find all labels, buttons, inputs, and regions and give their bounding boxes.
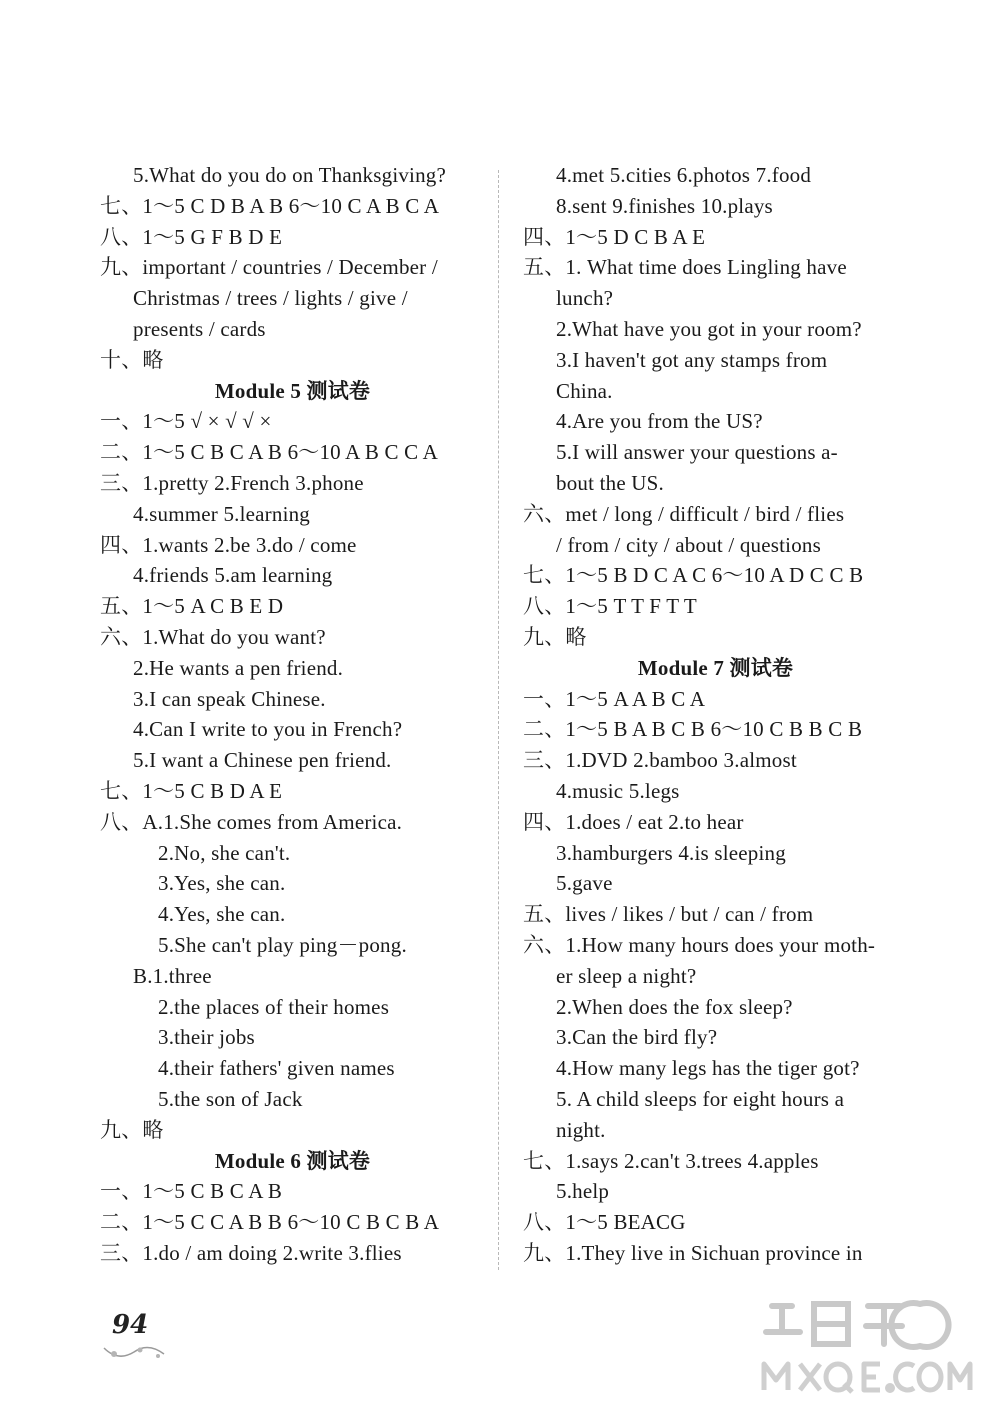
answer-line: 4.Are you from the US? bbox=[556, 409, 763, 434]
answer-line: er sleep a night? bbox=[556, 963, 697, 988]
answer-line: 4.their fathers' given names bbox=[158, 1056, 395, 1081]
answer-line: 5.I want a Chinese pen friend. bbox=[133, 748, 392, 773]
answer-line: 5.gave bbox=[556, 871, 613, 896]
answer-line: 2.No, she can't. bbox=[158, 840, 291, 865]
answer-line: 五、lives / likes / but / can / from bbox=[523, 902, 814, 927]
answer-line: 七、1～5 C B D A E bbox=[100, 778, 283, 803]
answer-line: Christmas / trees / lights / give / bbox=[133, 286, 408, 311]
answer-line: 八、1～5 T T F T T bbox=[523, 594, 697, 619]
answer-line: 一、1～5 C B C A B bbox=[100, 1179, 283, 1204]
answer-line: 4.music 5.legs bbox=[556, 778, 680, 803]
answer-line: 4.summer 5.learning bbox=[133, 501, 311, 526]
answer-line: 2.What have you got in your room? bbox=[556, 316, 862, 341]
answer-line: 5.She can't play ping－pong. bbox=[158, 932, 407, 957]
module-heading: Module 7 测试卷 bbox=[637, 655, 794, 680]
answer-line: 5.help bbox=[556, 1179, 610, 1204]
answer-line: 8.sent 9.finishes 10.plays bbox=[556, 193, 773, 218]
answer-line: lunch? bbox=[556, 286, 614, 311]
answer-line: 六、met / long / difficult / bird / flies bbox=[523, 501, 845, 526]
answer-line: / from / city / about / questions bbox=[556, 532, 821, 557]
answer-line: 3.their jobs bbox=[158, 1025, 255, 1050]
answer-line: 八、1～5 G F B D E bbox=[100, 224, 283, 249]
answer-line: 九、略 bbox=[523, 624, 587, 649]
answer-line: 三、1.DVD 2.bamboo 3.almost bbox=[523, 748, 797, 773]
answer-line: 5.I will answer your questions a- bbox=[556, 440, 838, 465]
answer-line: 三、1.pretty 2.French 3.phone bbox=[100, 470, 364, 495]
answer-line: 二、1～5 B A B C B 6～10 C B B C B bbox=[523, 717, 863, 742]
left-answer-column bbox=[100, 160, 485, 1269]
answer-line: 5.What do you do on Thanksgiving? bbox=[133, 163, 447, 187]
right-answer-column bbox=[523, 160, 908, 1269]
answer-line: 4.Yes, she can. bbox=[158, 902, 286, 927]
answer-line: 六、1.What do you want? bbox=[100, 624, 326, 649]
answer-line: night. bbox=[556, 1117, 606, 1142]
answer-line: 二、1～5 C C A B B 6～10 C B C B A bbox=[100, 1210, 440, 1235]
answer-line: 三、1.do / am doing 2.write 3.flies bbox=[100, 1240, 402, 1265]
answer-line: 八、1～5 BEACG bbox=[523, 1210, 686, 1235]
answer-line: 2.the places of their homes bbox=[158, 994, 390, 1019]
module-heading: Module 5 测试卷 bbox=[214, 378, 371, 403]
column-divider bbox=[498, 170, 499, 1270]
answer-line: 一、1～5 √ × √ √ × bbox=[100, 409, 272, 434]
answer-line: 3.Yes, she can. bbox=[158, 871, 286, 896]
answer-line: 4.met 5.cities 6.photos 7.food bbox=[556, 163, 812, 187]
answer-line: 4.How many legs has the tiger got? bbox=[556, 1056, 860, 1081]
answer-line: 3.I haven't got any stamps from bbox=[556, 347, 828, 372]
answer-line: 九、important / countries / December / bbox=[100, 255, 438, 280]
answer-line: 九、1.They live in Sichuan province in bbox=[523, 1240, 863, 1265]
answer-line: 二、1～5 C B C A B 6～10 A B C C A bbox=[100, 440, 439, 465]
answer-line: bout the US. bbox=[556, 470, 664, 495]
answer-line: 九、略 bbox=[100, 1117, 164, 1142]
answer-line: B.1.three bbox=[133, 963, 212, 988]
answer-line: 七、1～5 C D B A B 6～10 C A B C A bbox=[100, 193, 440, 218]
answer-line: 十、略 bbox=[100, 347, 164, 372]
answer-line: 五、1～5 A C B E D bbox=[100, 594, 284, 619]
answer-line: China. bbox=[556, 378, 613, 403]
answer-line: 5.the son of Jack bbox=[158, 1086, 303, 1111]
answer-line: presents / cards bbox=[133, 316, 266, 341]
answer-line: 3.I can speak Chinese. bbox=[133, 686, 326, 711]
watermark-logo bbox=[750, 1292, 980, 1402]
answer-line: 4.friends 5.am learning bbox=[133, 563, 333, 588]
answer-line: 2.He wants a pen friend. bbox=[133, 655, 344, 680]
answer-line: 四、1～5 D C B A E bbox=[523, 224, 706, 249]
answer-line: 七、1.says 2.can't 3.trees 4.apples bbox=[523, 1148, 819, 1173]
answer-line: 3.hamburgers 4.is sleeping bbox=[556, 840, 786, 865]
answer-line: 六、1.How many hours does your moth- bbox=[523, 932, 876, 957]
answer-line: 2.When does the fox sleep? bbox=[556, 994, 793, 1019]
answer-line: 3.Can the bird fly? bbox=[556, 1025, 718, 1050]
answer-line: 四、1.does / eat 2.to hear bbox=[523, 809, 744, 834]
answer-line: 八、A.1.She comes from America. bbox=[100, 809, 403, 834]
module-heading: Module 6 测试卷 bbox=[214, 1148, 371, 1173]
answer-line: 4.Can I write to you in French? bbox=[133, 717, 403, 742]
answer-line: 5. A child sleeps for eight hours a bbox=[556, 1086, 845, 1111]
answer-line: 四、1.wants 2.be 3.do / come bbox=[100, 532, 357, 557]
answer-line: 一、1～5 A A B C A bbox=[523, 686, 706, 711]
page-number: 94 bbox=[112, 1310, 149, 1340]
answer-line: 七、1～5 B D C A C 6～10 A D C C B bbox=[523, 563, 864, 588]
page-number-ornament-icon bbox=[100, 1336, 170, 1366]
answer-line: 五、1. What time does Lingling have bbox=[523, 255, 847, 280]
